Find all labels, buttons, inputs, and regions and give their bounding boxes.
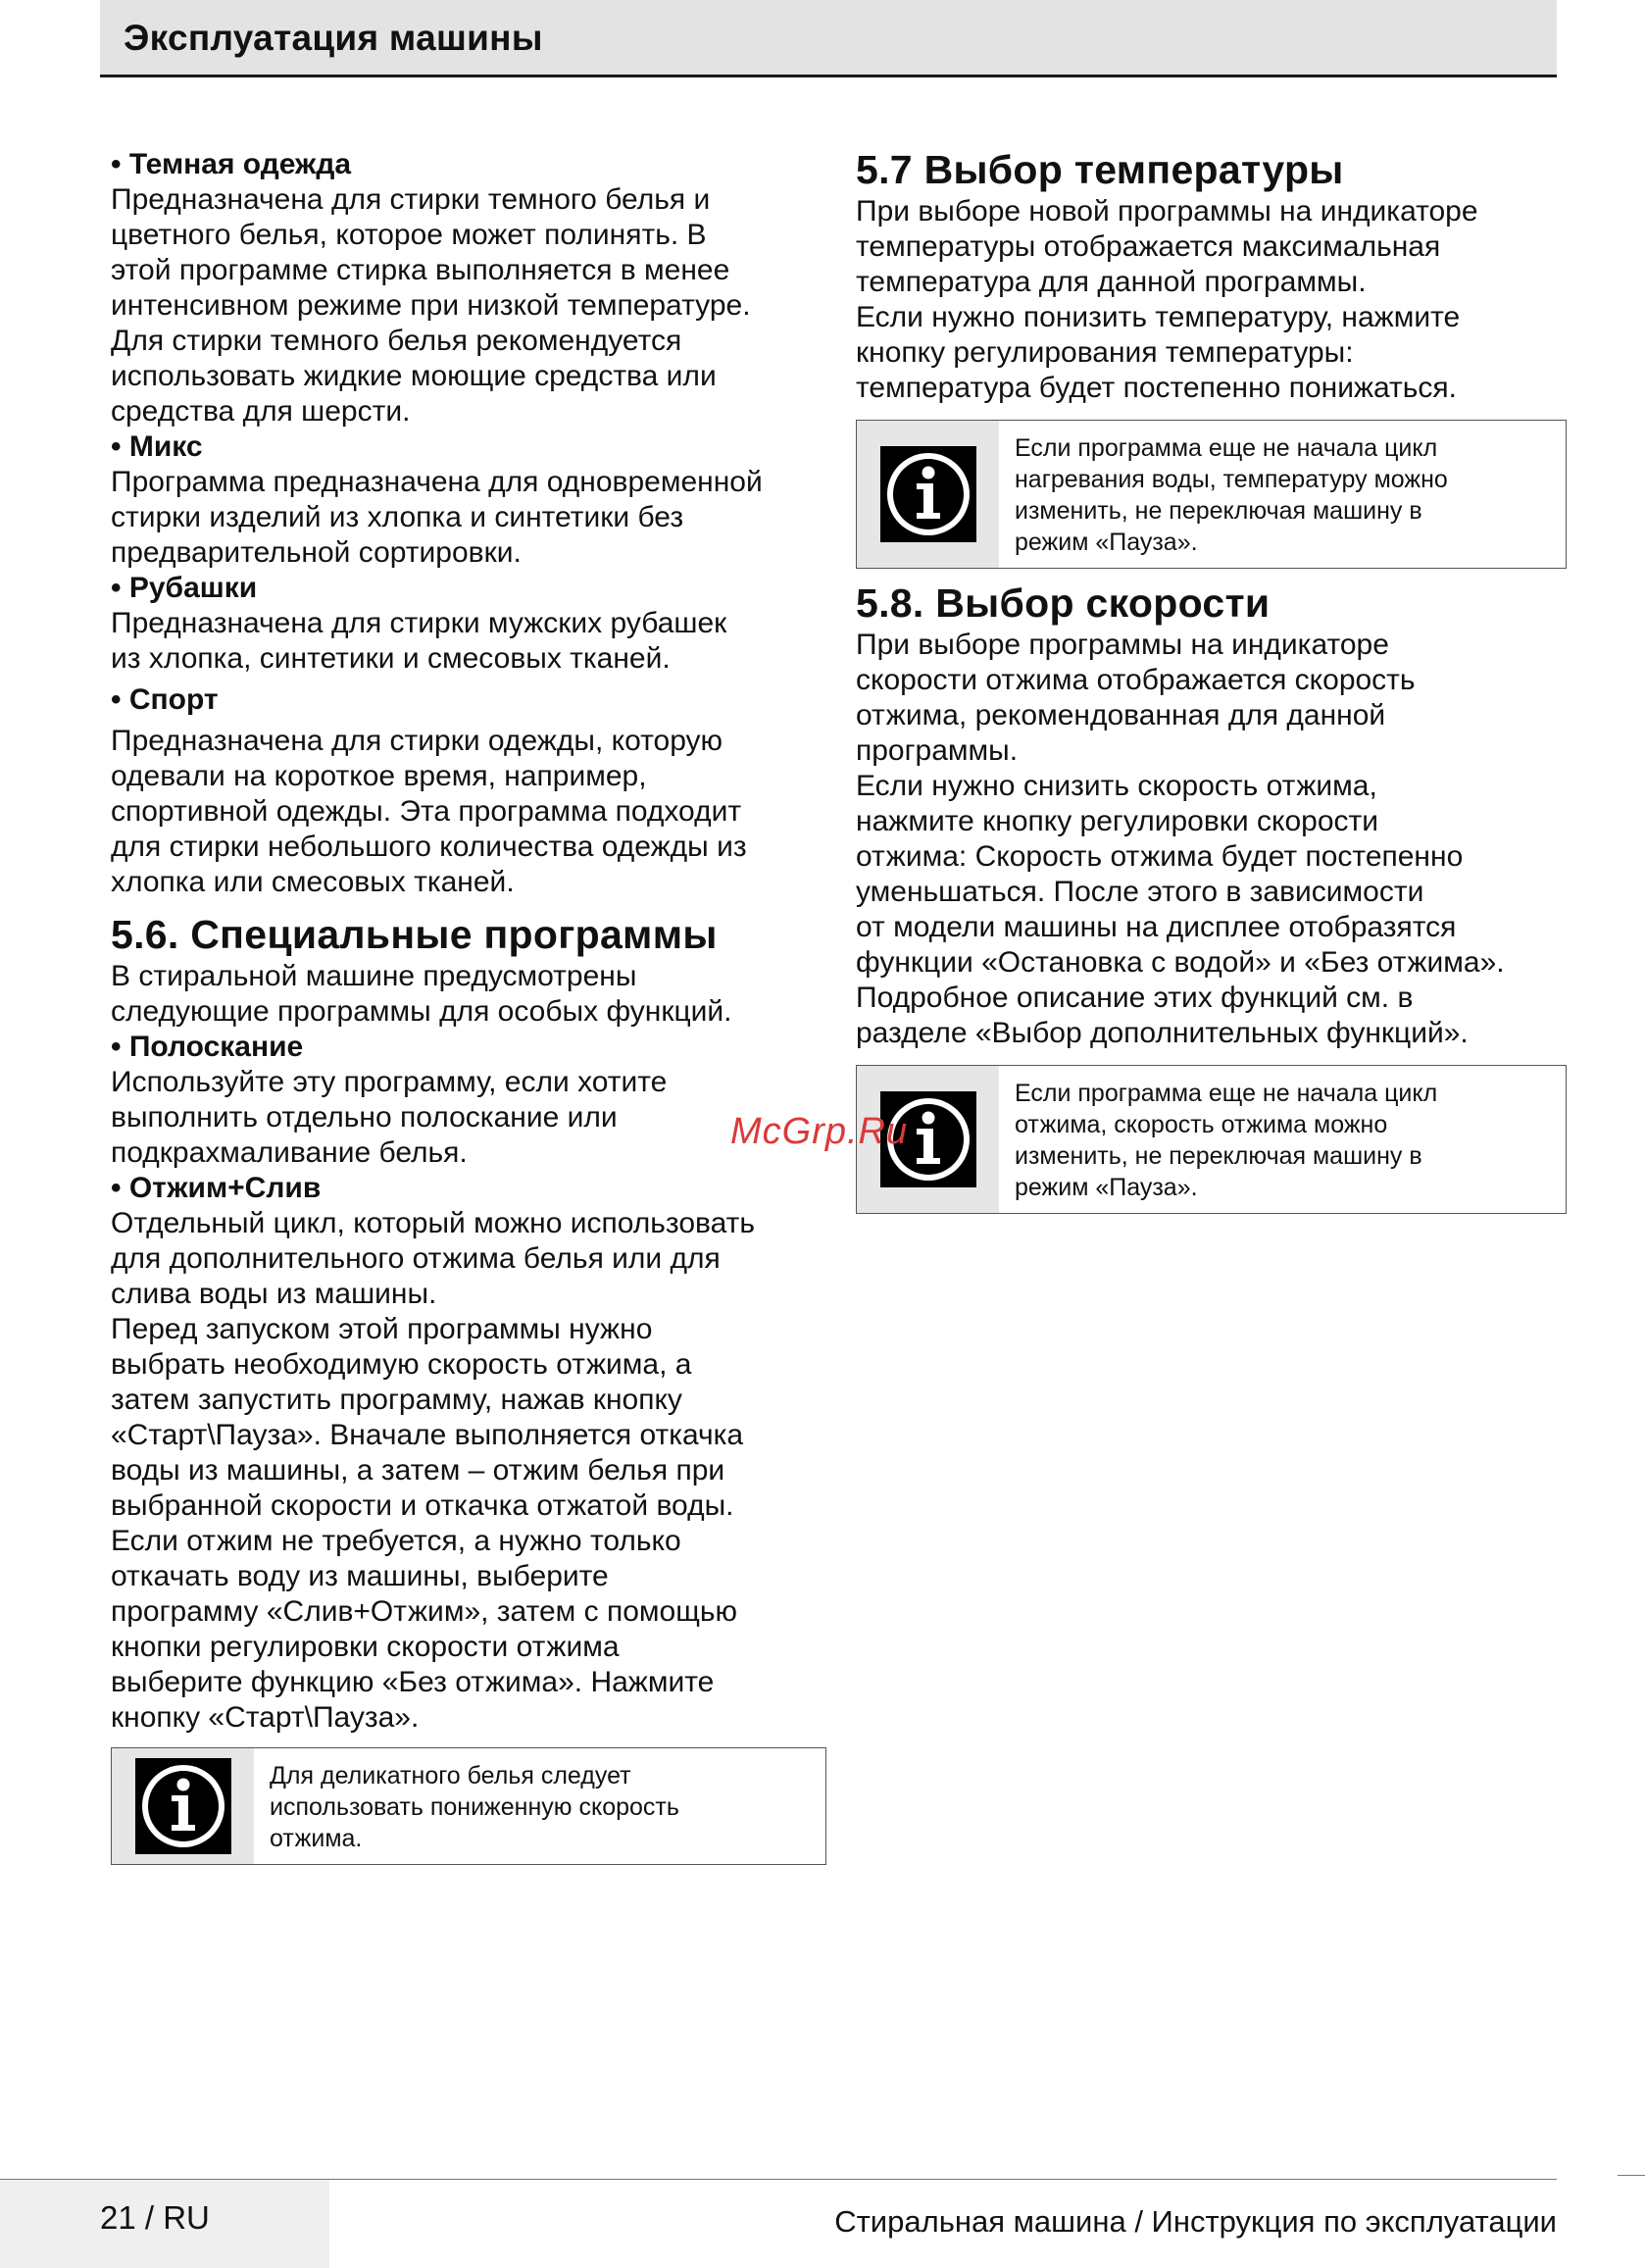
right-column: [856, 147, 1567, 1214]
special-programs-intro: В стиральной машине предусмотрены следующие программы для особых функций.: [111, 960, 732, 1028]
special-programs-heading: 5.6. Специальные программы: [111, 912, 718, 957]
dark-clothes-title: • Темная одежда: [111, 148, 352, 180]
temperature-note-text: Если программа еще не начала цикл нагревания воды, температуру можно изменить, не переключая машину в режим «Пауза».: [1015, 434, 1448, 556]
page-header: [100, 0, 1557, 77]
watermark: McGrp.Ru: [730, 1111, 909, 1152]
delicate-note-text: Для деликатного белья следует использовать пониженную скорость отжима.: [270, 1762, 679, 1852]
delicate-note-box: [111, 1747, 826, 1865]
header-title: Эксплуатация машины: [124, 18, 543, 58]
spin-drain-title: • Отжим+Слив: [111, 1172, 322, 1204]
shirts-text: Предназначена для стирки мужских рубашек из хлопка, синтетики и смесовых тканей.: [111, 607, 727, 675]
temperature-note-box: [856, 420, 1567, 569]
sport-text: Предназначена для стирки одежды, которую одевали на короткое время, например, спортивной одежды. Эта программа подходит для стирки небольшого количества одежды из хлопка или смесовых тканей.: [111, 725, 747, 898]
left-column: [111, 147, 826, 1865]
rinse-title: • Полоскание: [111, 1031, 304, 1063]
footer-corner-mark: [1618, 2175, 1645, 2176]
footer-divider: [0, 2179, 1557, 2180]
speed-heading: 5.8. Выбор скорости: [856, 580, 1271, 626]
info-icon: [135, 1758, 231, 1854]
shirts-title: • Рубашки: [111, 572, 258, 604]
temperature-text: При выборе новой программы на индикаторе температуры отображается максимальная температура для данной программы. Если нужно понизить температуру, нажмите кнопку регулирования температуры: температура будет постепенно понижаться.: [856, 195, 1478, 404]
footer-manual-title: Стиральная машина / Инструкция по эксплуатации: [834, 2204, 1557, 2239]
temperature-heading: 5.7 Выбор температуры: [856, 147, 1344, 192]
mix-title: • Микс: [111, 430, 203, 463]
rinse-text: Используйте эту программу, если хотите выполнить отдельно полоскание или подкрахмаливание белья.: [111, 1066, 668, 1169]
dark-clothes-text: Предназначена для стирки темного белья и цветного белья, которое может полинять. В этой программе стирка выполняется в менее интенсивном режиме при низкой температуре. Для стирки темного белья рекомендуется использовать жидкие моющие средства или средства для шерсти.: [111, 183, 751, 428]
info-icon: [880, 446, 976, 542]
speed-note-text: Если программа еще не начала цикл отжима, скорость отжима можно изменить, не переключая машину в режим «Пауза».: [1015, 1080, 1438, 1201]
spin-drain-text: Отдельный цикл, который можно использовать для дополнительного отжима белья или для слива воды из машины. Перед запуском этой программы нужно выбрать необходимую скорость отжима, а затем запустить программу, нажав кнопку «Старт\Пауза». Вначале выполняется откачка воды из машины, а затем – отжим белья при выбранной скорости и откачка отжатой воды. Если отжим не требуется, а нужно только откачать воду из машины, выберите программу «Слив+Отжим», затем с помощью кнопки регулировки скорости отжима выберите функцию «Без отжима». Нажмите кнопку «Старт\Пауза».: [111, 1207, 756, 1734]
speed-note-box: [856, 1065, 1567, 1214]
page-number: 21 / RU: [100, 2199, 210, 2236]
sport-title: • Спорт: [111, 683, 219, 716]
speed-text: При выборе программы на индикаторе скорости отжима отображается скорость отжима, рекомендованная для данной программы. Если нужно снизить скорость отжима, нажмите кнопку регулировки скорости отжима: Скорость отжима будет постепенно уменьшаться. После этого в зависимости от модели машины на дисплее отобразятся функции «Остановка с водой» и «Без отжима». Подробное описание этих функций см. в разделе «Выбор дополнительных функций».: [856, 629, 1505, 1049]
mix-text: Программа предназначена для одновременной стирки изделий из хлопка и синтетики без предварительной сортировки.: [111, 466, 763, 569]
